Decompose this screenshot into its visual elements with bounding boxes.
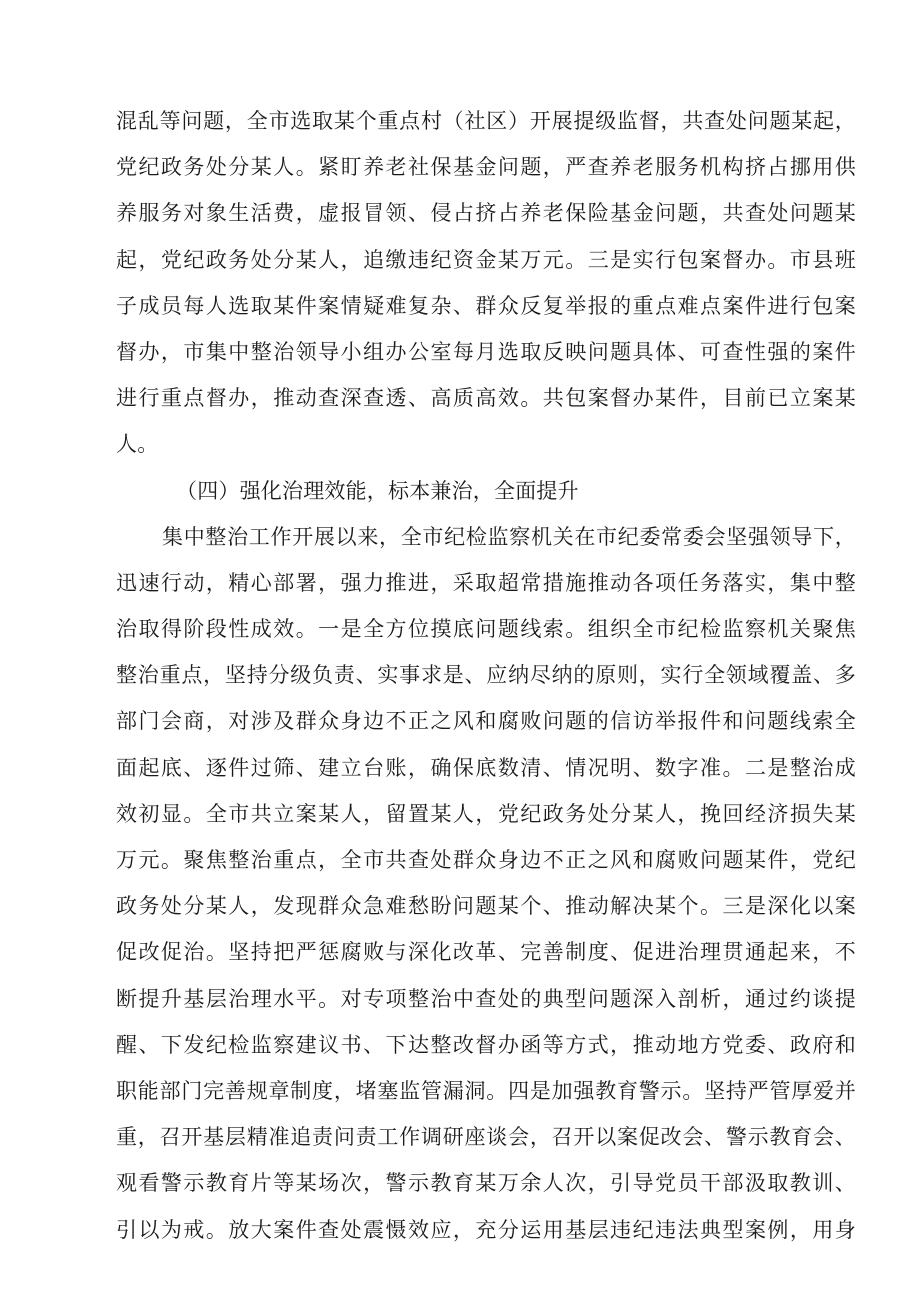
document-body: [116, 98, 856, 1253]
text-line: 子成员每人选取某件案情疑难复杂、群众反复举报的重点难点案件进行包案: [116, 293, 856, 318]
text-line: 断提升基层治理水平。对专项整治中查处的典型问题深入剖析，通过约谈提: [116, 986, 856, 1011]
text-line: 起，党纪政务处分某人，追缴违纪资金某万元。三是实行包案督办。市县班: [116, 247, 856, 272]
text-line: 促改促治。坚持把严惩腐败与深化改革、完善制度、促进治理贯通起来，不: [116, 940, 856, 965]
text-line: 混乱等问题，全市选取某个重点村（社区）开展提级监督，共查处问题某起，: [116, 109, 856, 133]
text-line: 万元。聚焦整治重点，全市共查处群众身边不正之风和腐败问题某件，党纪: [116, 848, 856, 872]
text-line: 督办，市集中整治领导小组办公室每月选取反映问题具体、可查性强的案件: [116, 339, 856, 364]
text-line: 重，召开基层精准追责问责工作调研座谈会，召开以案促改会、警示教育会、: [116, 1125, 856, 1150]
text-line: 部门会商，对涉及群众身边不正之风和腐败问题的信访举报件和问题线索全: [116, 709, 856, 734]
text-line: 人。: [116, 432, 159, 457]
text-line: 党纪政务处分某人。紧盯养老社保基金问题，严查养老服务机构挤占挪用供: [116, 155, 856, 180]
text-line: 政务处分某人，发现群众急难愁盼问题某个、推动解决某个。三是深化以案: [116, 894, 856, 919]
text-line: 整治重点，坚持分级负责、实事求是、应纳尽纳的原则，实行全领域覆盖、多: [116, 663, 856, 688]
text-line: 观看警示教育片等某场次，警示教育某万余人次，引导党员干部汲取教训、: [116, 1171, 856, 1196]
text-line: 引以为戒。放大案件查处震慑效应，充分运用基层违纪违法典型案例，用身: [116, 1217, 856, 1242]
text-line: 职能部门完善规章制度，堵塞监管漏洞。四是加强教育警示。坚持严管厚爱并: [116, 1078, 856, 1103]
text-line: 迅速行动，精心部署，强力推进，采取超常措施推动各项任务落实，集中整: [116, 570, 856, 595]
text-line: 治取得阶段性成效。一是全方位摸底问题线索。组织全市纪检监察机关聚焦: [116, 617, 856, 642]
text-line: 醒、下发纪检监察建议书、下达整改督办函等方式，推动地方党委、政府和: [116, 1032, 856, 1057]
text-line: 进行重点督办，推动查深查透、高质高效。共包案督办某件，目前已立案某: [116, 386, 856, 411]
text-line: 面起底、逐件过筛、建立台账，确保底数清、情况明、数字准。二是整治成: [116, 755, 856, 780]
text-line: 效初显。全市共立案某人，留置某人，党纪政务处分某人，挽回经济损失某: [116, 801, 856, 826]
section-heading: （四）强化治理效能，标本兼治，全面提升: [176, 478, 579, 503]
text-line: 集中整治工作开展以来，全市纪检监察机关在市纪委常委会坚强领导下，: [162, 524, 856, 549]
text-line: 养服务对象生活费，虚报冒领、侵占挤占养老保险基金问题，共查处问题某: [116, 201, 856, 226]
